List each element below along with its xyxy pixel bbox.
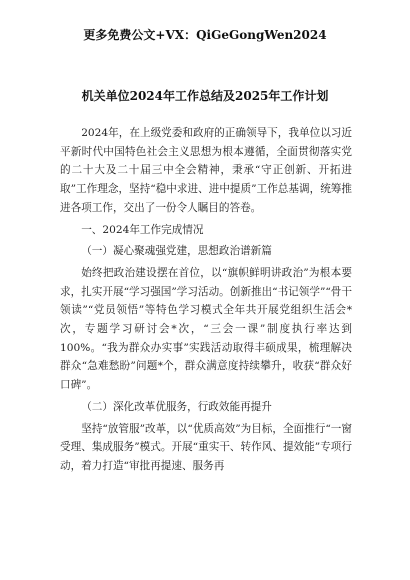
document-title: 机关单位2024年工作总结及2025年工作计划: [81, 89, 329, 103]
subsection-paragraph-2: 坚持“放管服”改革，以“优质高效”为目标，全面推行“一窗受理、集成服务”模式。开展“重实干、转作风、提效能”专项行动，着力打造“审批再提速、服务再: [60, 422, 352, 472]
subsection-paragraph-1: 始终把政治建设摆在首位，以“旗帜鲜明讲政治”为根本要求，扎实开展“学习强国”学习活动。创新推出“书记领学”“骨干领读”“党员领悟”等特色学习模式全年共开展党组织生活会*次，专题学习研讨会*次，“三会一课”制度执行率达到100%。“我为群众办实事”实践活动取得丰硕成果，梳理解决群众“急难愁盼”问题*个，群众满意度持续攀升，收获“群众好口碑”。: [60, 266, 352, 392]
section-heading-1: 一、2024年工作完成情况: [81, 223, 204, 236]
document-body: [60, 124, 352, 476]
intro-paragraph: 2024年，在上级党委和政府的正确领导下，我单位以习近平新时代中国特色社会主义思想为根本遵循，全面贯彻落实党的二十大及二十届三中全会精神，秉承“守正创新、开拓进取”工作理念，坚持“稳中求进、进中提质”工作总基调，统筹推进各项工作，交出了一份令人瞩目的答卷。: [60, 127, 352, 214]
subsection-heading-2: （二）深化改革优服务，行政效能再提升: [81, 400, 272, 413]
subsection-heading-1: （一）凝心聚魂强党建，思想政治谱新篇: [81, 245, 272, 258]
header-banner: 更多免费公文+VX：QiGeGongWen2024: [83, 28, 327, 42]
